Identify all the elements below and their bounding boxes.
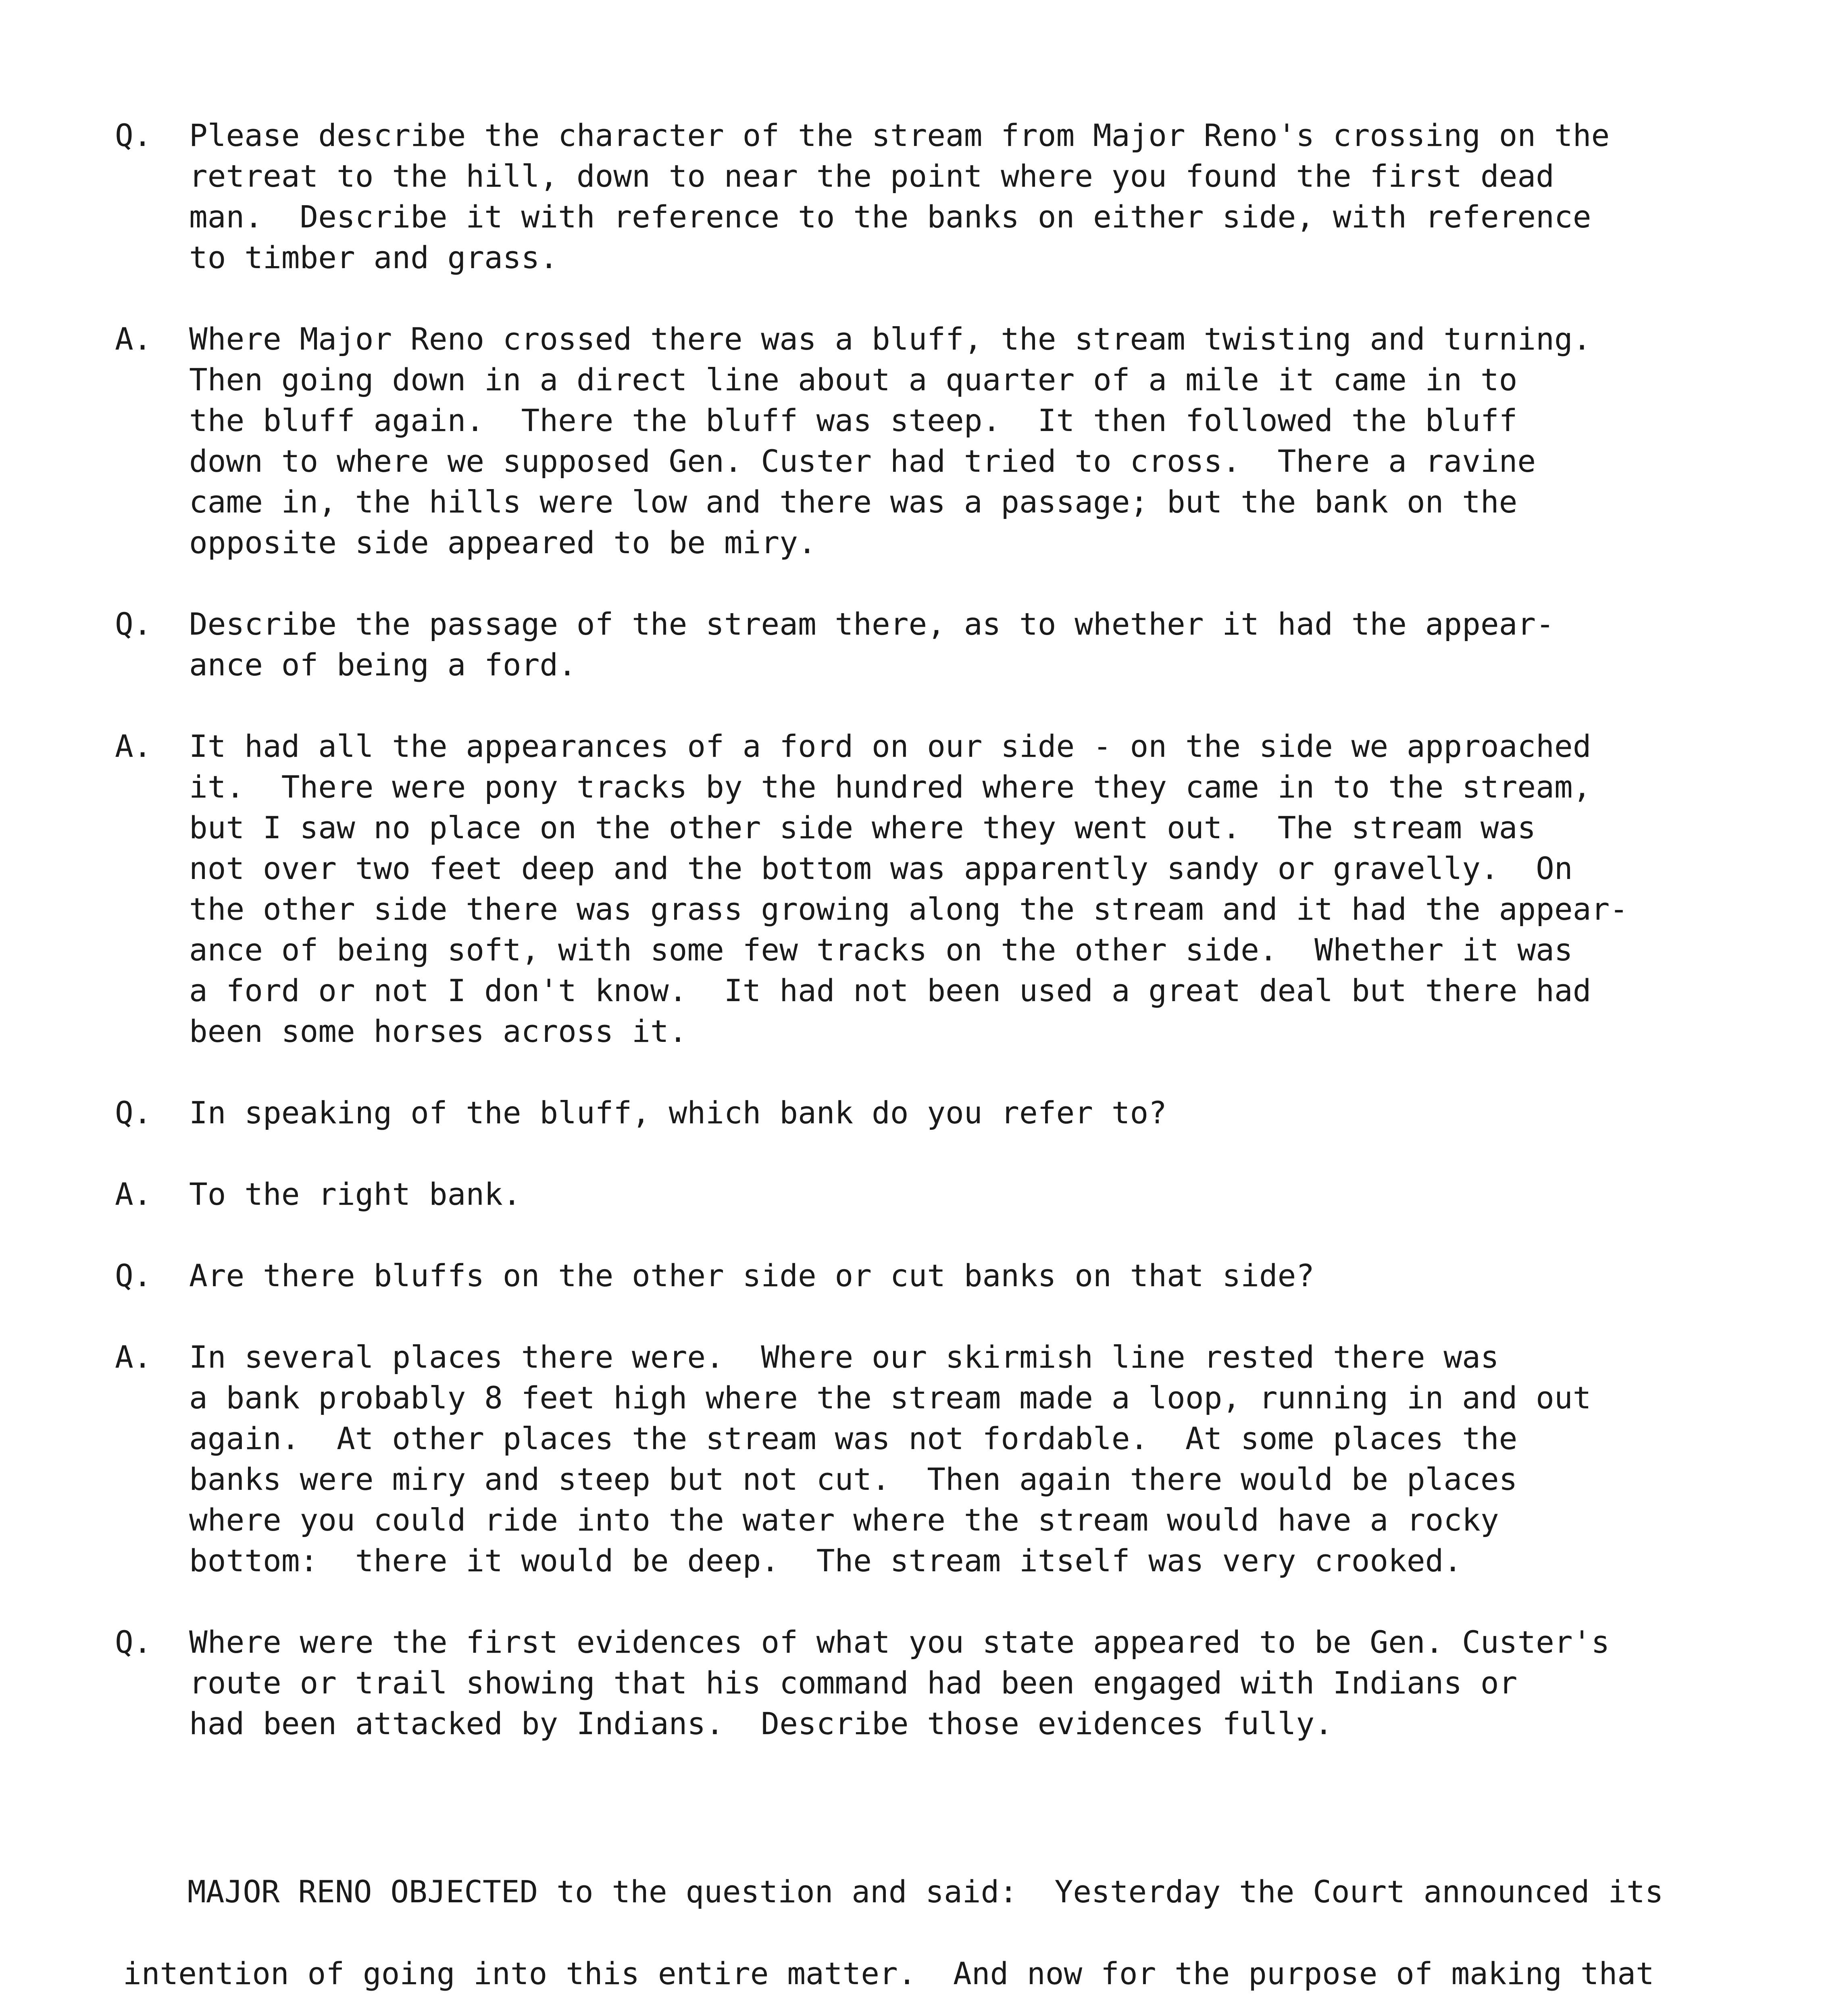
qa-entry — [115, 1337, 1776, 1581]
qa-text: In several places there were. Where our skirmish line rested there was a bank probably 8 feet high where the stream made a loop, running in and out again. At other places the stream was not fordable. At some places the banks were miry and steep but not cut. Then again there would be places where you could ride into the water where the stream would have a rocky bottom: there it would be deep. The stream itself was very crooked. — [189, 1339, 1591, 1579]
qa-text: In speaking of the bluff, which bank do you refer to? — [189, 1095, 1167, 1131]
qa-label: A. — [115, 1339, 152, 1375]
objection-section — [123, 1851, 1756, 2016]
qa-entry — [115, 115, 1776, 278]
qa-entry — [115, 1092, 1776, 1133]
qa-entry — [115, 1622, 1776, 1744]
qa-text: It had all the appearances of a ford on our side - on the side we approached it. There were pony tracks by the hundred where they came in to the stream, but I saw no place on the other side where they went out. The stream was not over two feet deep and the bottom was apparently sandy or gravelly. On the other side there was grass growing along the stream and it had the appear- ance of being soft, with some few tracks on the other side. Whether it was a ford or not I don't know. It had not been used a great deal but there had been some horses across it. — [189, 728, 1628, 1049]
qa-entry — [115, 604, 1776, 685]
qa-label: Q. — [115, 606, 152, 642]
qa-entry — [115, 1255, 1776, 1296]
qa-label: Q. — [115, 117, 152, 153]
qa-text: Where Major Reno crossed there was a bluff, the stream twisting and turning. Then going down in a direct line about a quarter of a mile it came in to the bluff again. There the bluff was steep. It then followed the bluff down to where we supposed Gen. Custer had tried to cross. There a ravine came in, the hills were low and there was a passage; but the bank on the opposite side appeared to be miry. — [189, 321, 1591, 560]
qa-label: A. — [115, 728, 152, 764]
qa-entry — [115, 319, 1776, 563]
qa-text: Where were the first evidences of what you state appeared to be Gen. Custer's route or trail showing that his command had been engaged with Indians or had been attacked by Indians. Describe those evidences fully. — [189, 1624, 1610, 1741]
qa-text: Describe the passage of the stream there, as to whether it had the appear- ance of being a ford. — [189, 606, 1554, 683]
qa-entry — [115, 1174, 1776, 1214]
qa-text: Please describe the character of the stream from Major Reno's crossing on the retreat to the hill, down to near the point where you found the first dead man. Describe it with reference to the banks on either side, with reference to timber and grass. — [189, 117, 1610, 275]
qa-text: Are there bluffs on the other side or cut banks on that side? — [189, 1258, 1315, 1293]
qa-entry — [115, 726, 1776, 1052]
qa-label: A. — [115, 1176, 152, 1212]
qa-text: To the right bank. — [189, 1176, 521, 1212]
qa-label: Q. — [115, 1258, 152, 1293]
qa-label: Q. — [115, 1624, 152, 1660]
objection-paragraph: MAJOR RENO OBJECTED to the question and said: Yesterday the Court announced its intention of going into this entire matter. And now for the purpose of making that — [123, 1874, 1664, 1991]
testimony-qa-section — [115, 115, 1776, 1785]
qa-label: Q. — [115, 1095, 152, 1131]
qa-label: A. — [115, 321, 152, 357]
